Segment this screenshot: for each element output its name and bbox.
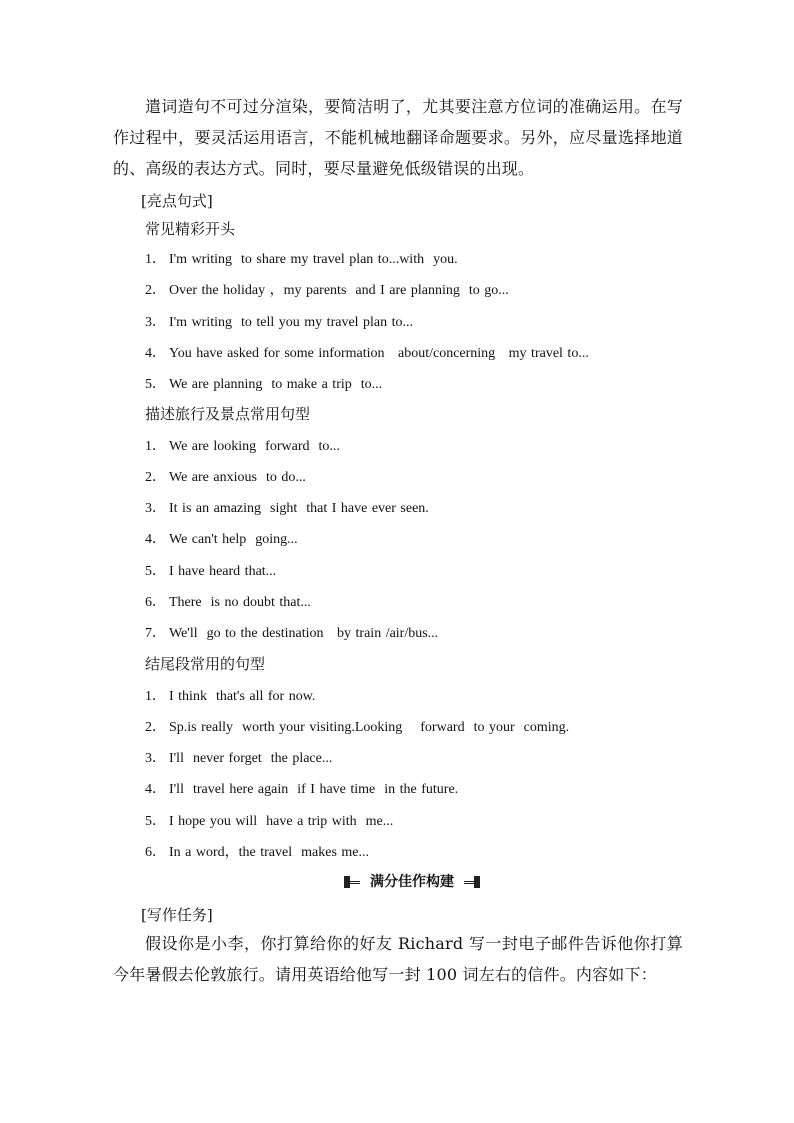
list-item: 2． Over the holiday ，my parents and I are planning to go... (145, 283, 509, 298)
section-banner (344, 873, 480, 891)
list-item: 3． I'll never forget the place... (145, 751, 333, 766)
list-item: 1． We are looking forward to... (145, 439, 340, 454)
list-item: 5． I hope you will have a trip with me... (145, 814, 394, 829)
list-item: 7． We'll go to the destination by train /air/bus... (145, 626, 439, 641)
list-item: 1． I think that's all for now. (145, 689, 316, 704)
section-heading-description: 描述旅行及景点常用句型 (145, 405, 311, 423)
highlight-sentences-label: [亮点句式] (141, 192, 213, 210)
section-heading-closing: 结尾段常用的句型 (145, 655, 266, 673)
list-item: 5． We are planning to make a trip to... (145, 377, 383, 392)
list-item: 4． You have asked for some information about/concerning my travel to... (145, 346, 589, 361)
section-heading-opening: 常见精彩开头 (145, 220, 236, 238)
banner-title: 满分佳作构建 (360, 873, 464, 891)
list-item: 3． It is an amazing sight that I have ever seen. (145, 501, 429, 516)
list-item: 6． In a word，the travel makes me... (145, 845, 369, 860)
list-item: 2． We are anxious to do... (145, 470, 306, 485)
intro-paragraph: 遣词造句不可过分渲染，要简洁明了，尤其要注意方位词的准确运用。在写作过程中，要灵活运用语言，不能机械地翻译命题要求。另外，应尽量选择地道的、高级的表达方式。同时，要尽量避免低级错误的出现。 (113, 97, 683, 178)
list-item: 4． I'll travel here again if I have time in the future. (145, 782, 459, 797)
list-item: 2． Sp.is really worth your visiting.Looking forward to your coming. (145, 720, 570, 735)
banner-left-cap (344, 876, 350, 888)
list-item: 6． There is no doubt that... (145, 595, 311, 610)
list-item: 1． I'm writing to share my travel plan to...with you. (145, 252, 458, 267)
list-item: 4． We can't help going... (145, 532, 298, 547)
list-item: 5． I have heard that... (145, 564, 277, 579)
list-item: 3． I'm writing to tell you my travel plan to... (145, 315, 414, 330)
task-paragraph: 假设你是小李，你打算给你的好友 Richard 写一封电子邮件告诉他你打算今年暑假去伦敦旅行。请用英语给他写一封 100 词左右的信件。内容如下： (113, 934, 683, 984)
writing-task-label: [写作任务] (141, 906, 213, 924)
banner-right-cap (474, 876, 480, 888)
